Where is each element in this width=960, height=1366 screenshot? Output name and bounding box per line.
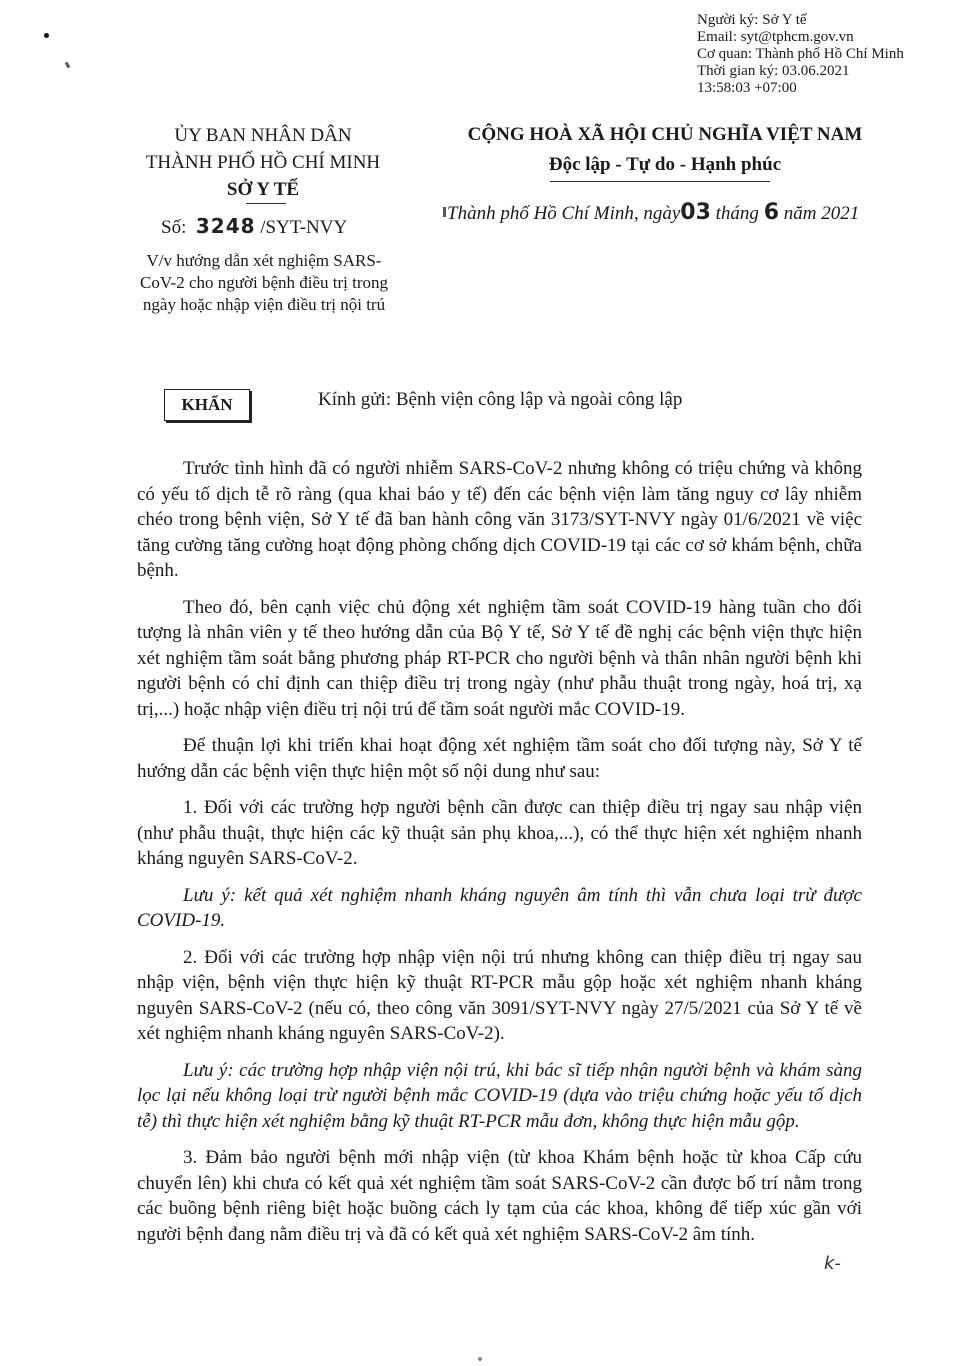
divider-right <box>550 181 770 182</box>
number-prefix: Số: <box>161 217 187 238</box>
recipient-line: Kính gửi: Bệnh viện công lập và ngoài công lập <box>318 389 683 410</box>
body-paragraph: 2. Đối với các trường hợp nhập viện nội trú nhưng không can thiệp điều trị ngay sau nhập viện, bệnh viện thực hiện kỹ thuật RT-PCR mẫu gộp hoặc xét nghiệm nhanh kháng nguyên SARS-CoV-2 (nếu có, theo công văn 3091/SYT-NVY ngày 27/5/2021 của Sở Y tế về xét nghiệm nhanh kháng nguyên SARS-CoV-2). <box>137 946 862 1044</box>
body-paragraph: Theo đó, bên cạnh việc chủ động xét nghiệm tầm soát COVID-19 hàng tuần cho đối tượng là nhân viên y tế theo hướng dẫn của Bộ Y tế, Sở Y tế đề nghị các bệnh viện thực hiện xét nghiệm tầm soát bằng phương pháp RT-PCR cho người bệnh và thân nhân người bệnh khi người bệnh có chỉ định can thiệp điều trị trong ngày (như phẫu thuật trong ngày, hoá trị, xạ trị,...) hoặc nhập viện điều trị nội trú để tầm soát người mắc COVID-19. <box>137 596 862 720</box>
signature-signer: Người ký: Sở Y tế <box>697 12 807 28</box>
signature-time-clock: 13:58:03 +07:00 <box>697 80 797 96</box>
signature-agency: Cơ quan: Thành phố Hồ Chí Minh <box>697 46 904 62</box>
date-month-label: tháng <box>715 203 759 224</box>
handwritten-initial: k- <box>824 1253 841 1274</box>
handwritten-month: 6 <box>763 200 779 225</box>
date-year: năm 2021 <box>783 203 860 224</box>
note-paragraph: Lưu ý: các trường hợp nhập viện nội trú, khi bác sĩ tiếp nhận người bệnh và khám sàng lọc lại nếu không loại trừ người bệnh mắc COVID-19 (dựa vào triệu chứng hoặc yếu tố dịch tễ) thì thực hiện xét nghiệm bằng kỹ thuật RT-PCR mẫu đơn, không thực hiện mẫu gộp. <box>137 1059 862 1132</box>
digital-signature-block <box>697 12 959 97</box>
signature-email: Email: syt@tphcm.gov.vn <box>697 29 854 45</box>
scan-mark <box>65 62 71 69</box>
scan-speck <box>478 1357 482 1361</box>
issuing-authority <box>118 122 408 203</box>
authority-line-2: THÀNH PHỐ HỒ CHÍ MINH <box>145 152 381 173</box>
scan-speck <box>44 33 49 38</box>
divider-left <box>246 203 286 204</box>
body-paragraph: 3. Đảm bảo người bệnh mới nhập viện (từ khoa Khám bệnh hoặc từ khoa Cấp cứu chuyển lên) khi chưa có kết quả xét nghiệm tầm soát SARS-CoV-2 cần được bố trí nằm trong các buồng bệnh riêng biệt hoặc buồng cách ly tạm của các khoa, không để tiếp xúc gần với người bệnh đang nằm điều trị và đã có kết quả xét nghiệm SARS-CoV-2 âm tính. <box>137 1147 862 1245</box>
authority-line-1: ỦY BAN NHÂN DÂN <box>174 125 352 146</box>
body-paragraph: 1. Đối với các trường hợp người bệnh cần được can thiệp điều trị ngay sau nhập viện (như phẫu thuật, thực hiện các kỹ thuật sản phụ khoa,...), có thể thực hiện xét nghiệm nhanh kháng nguyên SARS-CoV-2. <box>137 797 862 869</box>
document-number <box>161 214 347 239</box>
motto: Độc lập - Tự do - Hạnh phúc <box>548 154 782 175</box>
document-body <box>137 456 862 1258</box>
date-place: Thành phố Hồ Chí Minh, ngày <box>447 203 681 224</box>
date-line <box>447 200 859 225</box>
handwritten-day: 03 <box>680 200 711 225</box>
number-suffix: /SYT-NVY <box>260 217 348 238</box>
body-paragraph: Trước tình hình đã có người nhiễm SARS-CoV-2 nhưng không có triệu chứng và không có yếu tố dịch tễ rõ ràng (qua khai báo y tế) đến các bệnh viện làm tăng nguy cơ lây nhiễm chéo trong bệnh viện, Sở Y tế đã ban hành công văn 3173/SYT-NVY ngày 01/6/2021 về việc tăng cường tăng cường hoạt động phòng chống dịch COVID-19 tại các cơ sở khám bệnh, chữa bệnh. <box>137 458 862 581</box>
national-motto <box>435 120 895 180</box>
urgent-stamp: KHẨN <box>164 389 250 421</box>
note-paragraph: Lưu ý: kết quả xét nghiệm nhanh kháng nguyên âm tính thì vẫn chưa loại trừ được COVID-19. <box>137 884 862 931</box>
body-paragraph: Để thuận lợi khi triển khai hoạt động xét nghiệm tầm soát cho đối tượng này, Sở Y tế hướng dẫn các bệnh viện thực hiện một số nội dung như sau: <box>137 735 862 782</box>
document-subject: V/v hướng dẫn xét nghiệm SARS-CoV-2 cho người bệnh điều trị trong ngày hoặc nhập viện điều trị nội trú <box>140 251 388 314</box>
country-name: CỘNG HOÀ XÃ HỘI CHỦ NGHĨA VIỆT NAM <box>467 124 863 145</box>
handwritten-number: 3248 <box>195 214 256 238</box>
authority-department: SỞ Y TẾ <box>226 179 300 200</box>
scan-mark <box>443 207 446 217</box>
signature-time-date: Thời gian ký: 03.06.2021 <box>697 63 850 79</box>
